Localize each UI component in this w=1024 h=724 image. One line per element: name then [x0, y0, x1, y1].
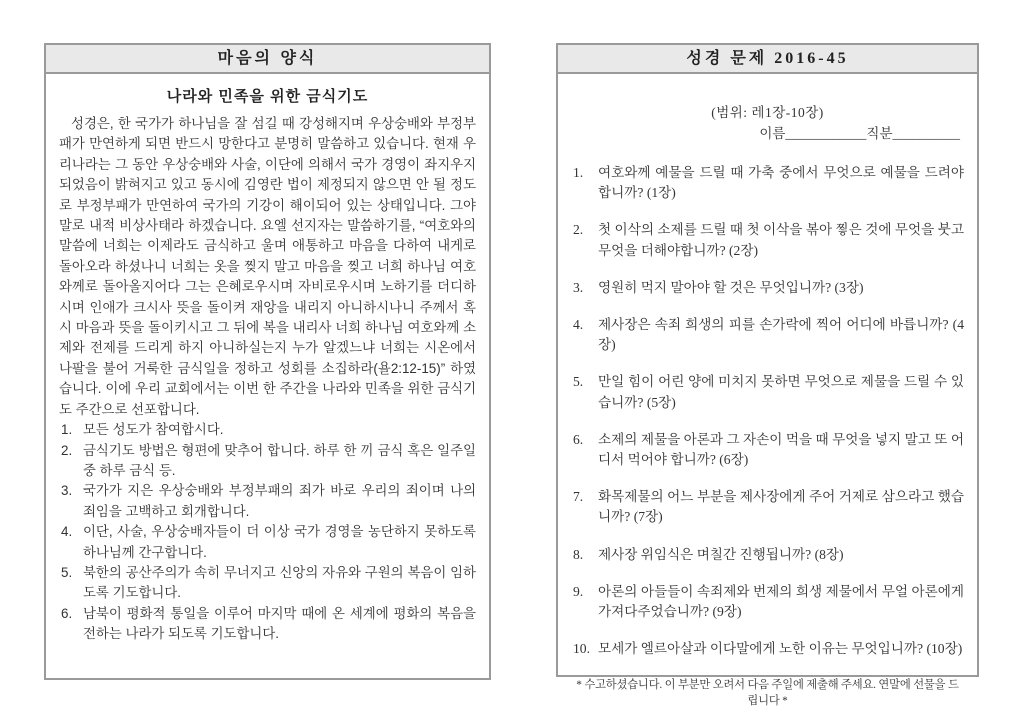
prayer-item	[59, 563, 476, 604]
item-text: 금식기도 방법은 형편에 맞추어 합니다. 하루 한 끼 금식 혹은 일주일 중 하루 금식 등.	[83, 442, 476, 478]
item-text: 모든 성도가 참여합시다.	[83, 422, 224, 438]
question-text: 모세가 엘르아살과 이다말에게 노한 이유는 무엇입니까? (10장)	[598, 641, 963, 657]
prayer-item	[59, 522, 476, 563]
question-text: 제사장 위임식은 며칠간 진행됩니까? (8장)	[598, 546, 844, 562]
question-item	[571, 582, 964, 622]
devotional-panel-body	[46, 85, 489, 645]
item-text: 국가가 지은 우상숭배와 부정부패의 죄가 바로 우리의 죄이며 나의 죄임을 고백하고 회개합니다.	[83, 483, 476, 519]
question-item	[571, 545, 964, 565]
question-text: 아론의 아들들이 속죄제와 번제의 희생 제물에서 무얼 아론에게 가져다주었습니까? (9장)	[598, 583, 964, 620]
question-text: 첫 이삭의 소제를 드릴 때 첫 이삭을 볶아 찧은 것에 무엇을 붓고 무엇을 더해야합니까? (2장)	[598, 222, 964, 258]
item-number: 5.	[61, 564, 73, 580]
item-number: 2.	[61, 442, 73, 458]
item-number: 1.	[61, 422, 73, 438]
submission-note: * 수고하셨습니다. 이 부분만 오려서 다음 주일에 제출해 주세요. 연말에 선물을 드립니다 *	[576, 679, 959, 708]
question-item	[571, 487, 964, 527]
question-number: 4.	[573, 317, 584, 333]
name-label: 이름	[759, 126, 786, 141]
quiz-panel-body	[558, 101, 977, 708]
question-number: 9.	[573, 583, 584, 599]
prayer-item	[59, 481, 476, 522]
question-text: 소제의 제물을 아론과 그 자손이 먹을 때 무엇을 넣지 말고 또 어디서 먹어야 합니까? (6장)	[598, 431, 964, 468]
question-item	[571, 430, 964, 470]
item-number: 4.	[61, 524, 73, 540]
question-text: 여호와께 예물을 드릴 때 가축 중에서 무엇으로 예물을 드려야 합니까? (1장)	[598, 165, 964, 201]
question-number: 2.	[573, 222, 584, 238]
item-text: 북한의 공산주의가 속히 무너지고 신앙의 자유와 구원의 복음이 임하도록 기도합니다.	[83, 564, 476, 601]
question-list	[571, 163, 964, 659]
question-number: 7.	[573, 489, 584, 505]
question-number: 3.	[573, 279, 584, 295]
item-number: 6.	[61, 605, 73, 621]
question-item	[571, 278, 964, 298]
prayer-item	[59, 441, 476, 482]
role-blank-field: __________	[892, 126, 960, 141]
question-item	[571, 163, 964, 203]
question-text: 만일 힘이 어린 양에 미치지 못하면 무엇으로 제물을 드릴 수 있습니까? (5장)	[598, 374, 964, 410]
question-number: 10.	[573, 641, 590, 657]
question-text: 영원히 먹지 말아야 할 것은 무엇입니까? (3장)	[598, 279, 864, 295]
item-text: 이단, 사술, 우상숭배자들이 더 이상 국가 경영을 농단하지 못하도록 하나님께 간구합니다.	[83, 524, 476, 560]
role-label: 직분	[866, 126, 893, 141]
quiz-panel-title: 성경 문제 2016-45	[558, 45, 977, 74]
prayer-list	[59, 420, 476, 644]
question-number: 6.	[573, 431, 584, 447]
question-number: 1.	[573, 165, 584, 180]
question-text: 제사장은 속죄 희생의 피를 손가락에 찍어 어디에 바릅니까? (4장)	[598, 317, 964, 353]
question-item	[571, 372, 964, 412]
prayer-item	[59, 604, 476, 645]
question-item	[571, 220, 964, 260]
devotional-paragraph: 성경은, 한 국가가 하나님을 잘 섬길 때 강성해지며 우상숭배와 부정부패가 만연하게 되면 반드시 망한다고 분명히 말씀하고 있습니다. 현재 우리나라는 그 동안 우상숭배와 사술, 이단에 의해서 국가 경영이 좌지우지되었음이 밝혀지고 있고 동시에 김영란 법이 제정되지 않으면 안 될 정도로 부정부패가 만연하여 국가의 기강이 해이되어 있는 상태입니다. 그야말로 내적 비상사태라 하겠습니다. 요엘 선지자는 말씀하기를, “여호와의 말씀에 너희는 이제라도 금식하고 울며 애통하고 마음을 다하여 내게로 돌아오라 하셨나니 너희는 옷을 찢지 말고 마음을 찢고 너희 하나님 여호와께로 돌아올지어다 그는 은혜로우시며 자비로우시며 노하기를 더디하시며 인애가 크시사 뜻을 돌이켜 재앙을 내리지 아니하시나니 주께서 혹시 마음과 뜻을 돌이키시고 그 뒤에 복을 내리사 너희 하나님 여호와께 소제와 전제를 드리게 하지 아니하실는지 누가 알겠느냐 너희는 시온에서 나팔을 불어 거룩한 금식일을 정하고 성회를 소집하라(욜2:12-15)” 하였습니다. 이에 우리 교회에서는 이번 한 주간을 나라와 민족을 위한 금식기도 주간으로 선포합니다.	[59, 116, 476, 417]
name-blank-field: ____________	[785, 126, 867, 141]
item-number: 3.	[61, 483, 73, 499]
quiz-scope: (범위: 레1장-10장)	[711, 105, 824, 120]
question-item	[571, 315, 964, 355]
question-number: 8.	[573, 546, 584, 562]
devotional-subtitle: 나라와 민족을 위한 금식기도	[166, 88, 369, 105]
question-number: 5.	[573, 374, 584, 390]
devotional-panel-title: 마음의 양식	[46, 45, 489, 74]
item-text: 남북이 평화적 통일을 이루어 마지막 때에 온 세계에 평화의 복음을 전하는 나라가 되도록 기도합니다.	[83, 605, 476, 642]
question-item	[571, 639, 964, 659]
quiz-panel	[556, 43, 979, 708]
question-text: 화목제물의 어느 부분을 제사장에게 주어 거제로 삼으라고 했습니까? (7장)	[598, 489, 964, 525]
devotional-panel	[44, 43, 491, 680]
prayer-item	[59, 420, 476, 440]
name-role-line	[571, 122, 964, 142]
